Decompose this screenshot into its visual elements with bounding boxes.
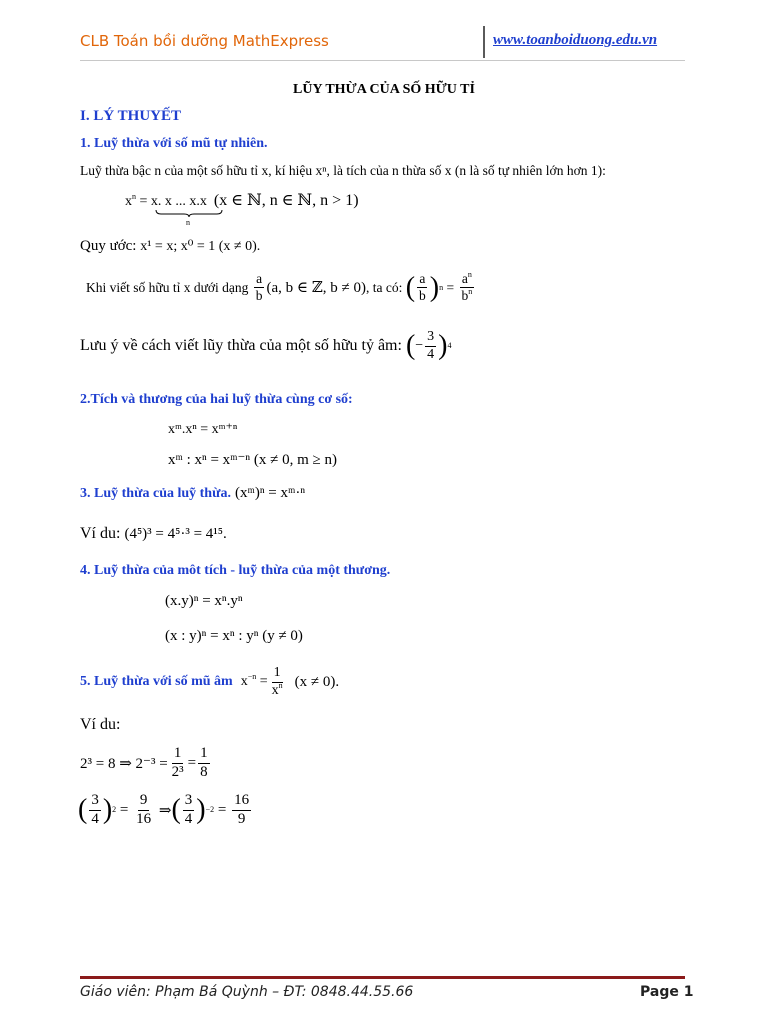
convention-label: Quy ước: [80,238,137,254]
example-1-a-den: 2³ [171,763,184,780]
heading-product-power: 4. Luỹ thừa của môt tích - luỹ thừa của một thương. [80,563,391,578]
fraction-result: $\frac{a^n}{b^n}$ [461,270,473,304]
fraction-form-text: Khi viết số hữu tỉ x dưới dạng [86,279,249,295]
header-club-name: CLB Toán bồi dưỡng MathExpress [80,32,329,50]
definition-formula [125,190,359,210]
heading-power-of-power: 3. Luỹ thừa của luỹ thừa. [80,486,231,501]
example-1-lhs: 2³ = 8 ⇒ 2⁻³ = [80,755,168,772]
product-rule: xᵐ.xⁿ = xᵐ⁺ⁿ [168,422,238,437]
page-title: LŨY THỪA CỦA SỐ HỮU TỈ [293,82,475,97]
example-1-frac-b [198,746,210,781]
heading-product-quotient: 2.Tích và thương của hai luỹ thừa cùng cơ số: [80,392,353,407]
example-2-res1-den: 16 [136,810,152,827]
fraction-a-over-b: $\frac{a}{b}$ [255,271,263,304]
quotient-rule: xᵐ : xⁿ = xᵐ⁻ⁿ (x ≠ 0, m ≥ n) [168,452,338,468]
note-denominator: 4 [427,346,435,362]
power-of-power-line [80,484,305,502]
underbrace-shape [155,209,223,217]
header-rule [80,60,685,61]
example-2-num-a: 3 [89,793,101,811]
note-numerator: 3 [425,330,436,347]
example-2-den-a: 4 [91,810,99,827]
negative-exponent-num: 1 [272,666,283,683]
example-1-b-num: 1 [198,746,210,764]
negative-exponent-line: 5. Luỹ thừa với số mũ âm $x^{-n}$ = $\frac{1}{x^n}$ (x ≠ 0). [80,665,340,698]
fraction-form-line: Khi viết số hữu tỉ x dưới dạng $\frac{a}{b}$ (a, b ∈ ℤ, b ≠ 0) , ta có: ( $\frac{a}{b}$ ) n = $\frac{a^n}{b^n}$ [86,270,473,304]
example-2-den-b: 4 [184,810,193,827]
convention-line [80,238,260,255]
fraction-tail: , ta có: [365,279,403,295]
formula-exponent: n [132,192,136,201]
product-power-rule: (x.y)ⁿ = xⁿ.yⁿ [165,593,243,609]
example-1-a-num: 1 [172,746,184,764]
example-power-of-power: (4⁵)³ = 4⁵·³ = 4¹⁵. [124,526,227,542]
note-text: Lưu ý về cách viết lũy thừa của một số hữu tỷ âm: [80,337,402,355]
formula-product: = x. x ... x.x [139,194,207,209]
example-label-5: Ví du: [80,716,121,733]
quotient-power-rule: (x : y)ⁿ = xⁿ : yⁿ (y ≠ 0) [165,628,303,644]
example-2-res2-num: 16 [232,793,251,811]
example-2-res2-den: 9 [237,810,246,827]
footer-page-number: Page 1 [640,984,694,1000]
definition-text: Luỹ thừa bậc n của một số hữu tỉ x, kí hiệu xⁿ, là tích của n thừa số x (n là số tự nhiên lớn hơn 1): [80,163,606,178]
footer-teacher: Giáo viên: Phạm Bá Quỳnh – ĐT: 0848.44.55.66 [80,984,414,1000]
example-1-frac-a [170,746,186,781]
example-2-num-b: 3 [183,793,195,811]
example-1-b-den: 8 [200,763,208,780]
heading-negative-exponent: 5. Luỹ thừa với số mũ âm [80,674,233,690]
underbrace-label: n [186,218,190,227]
example-negative-1: 2³ = 8 ⇒ 2⁻³ = $\frac{1}{\text{2³}}$ = $\frac{1}{8}$ [80,745,208,780]
example-negative-2: ( $\frac{3}{4}$ ) 2 = $\frac{9}{16}$ ⇒ ( $\frac{3}{4}$ ) −2 = $\frac{16}{9}$ [78,792,250,827]
footer-rule [80,976,685,979]
heading-natural-exponent: 1. Luỹ thừa với số mũ tự nhiên. [80,136,268,151]
negative-exponent-condition: (x ≠ 0). [294,673,340,690]
header-website-link[interactable]: www.toanboiduong.edu.vn [493,32,658,48]
formula-condition: (x ∈ ℕ, n ∈ ℕ, n > 1) [213,192,359,209]
formula-base: x [125,194,132,209]
convention-formula: x¹ = x; x⁰ = 1 (x ≠ 0). [140,239,261,254]
power-of-power-rule: (xᵐ)ⁿ = xᵐ·ⁿ [235,485,306,501]
note-line: Lưu ý về cách viết lũy thừa của một số hữu tỷ âm: ( − $\frac{3}{4}$ ) 4 [80,329,452,362]
section-heading: I. LÝ THUYẾT [80,108,182,124]
fraction-condition: (a, b ∈ ℤ, b ≠ 0) [266,280,366,297]
example-line-3 [80,525,227,543]
example-2-res1-num: 9 [138,793,150,811]
example-label-3: Ví du: [80,525,121,542]
header-separator [483,26,485,58]
negative-exponent-fraction: $\frac{1}{x^n}$ [271,665,283,698]
